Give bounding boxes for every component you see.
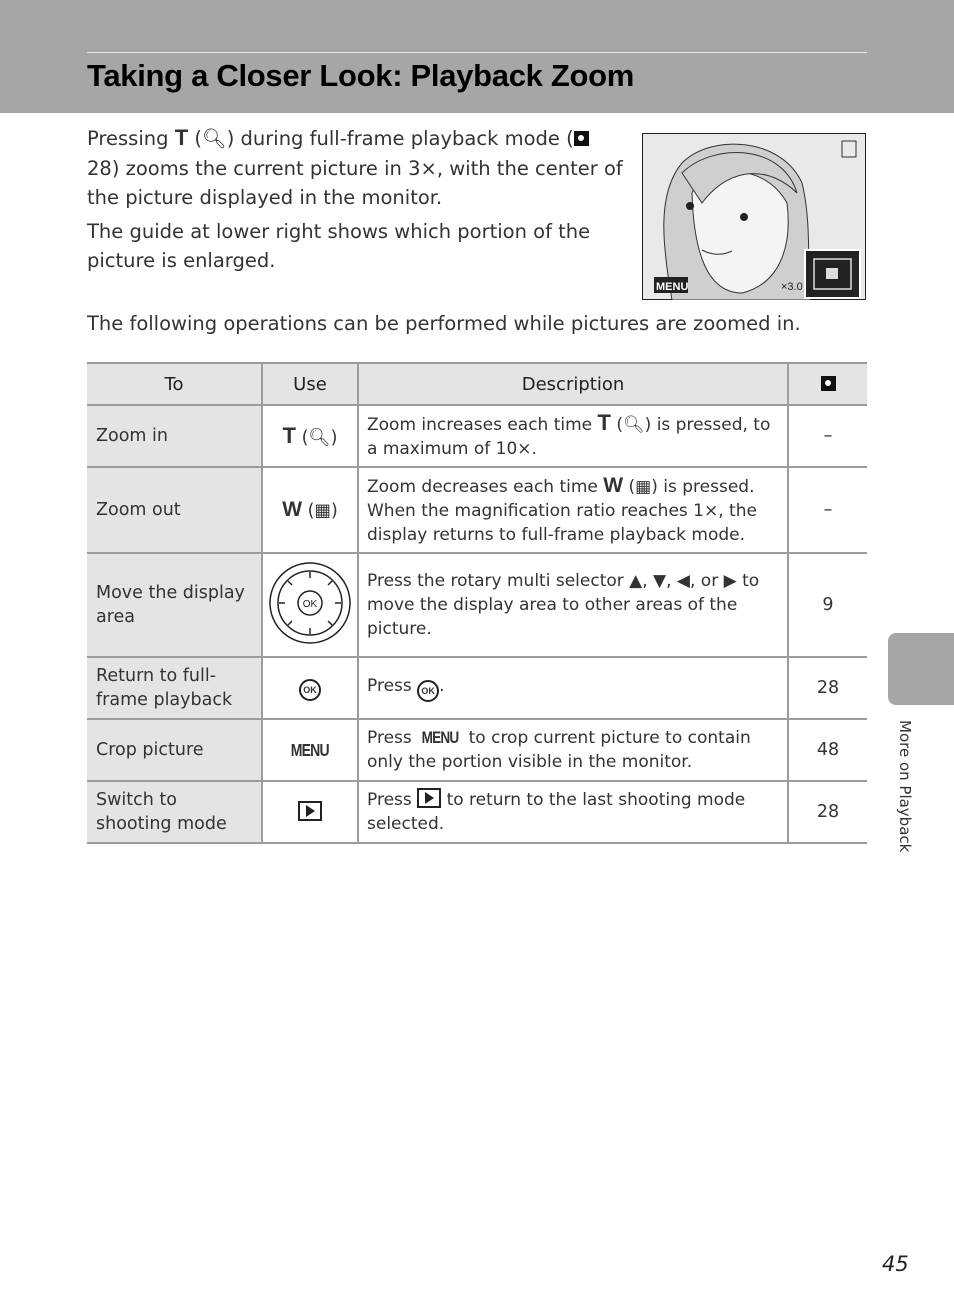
monitor-menu-label: MENU <box>656 281 689 293</box>
row-action: Zoom out <box>87 467 262 553</box>
row-action: Switch to shooting mode <box>87 781 262 843</box>
table-row <box>87 781 867 843</box>
row-description: Press to return to the last shooting mode selected. <box>358 781 788 843</box>
row-description: Press the rotary multi selector ▲, ▼, ◀, or ▶ to move the display area to other areas of the picture. <box>358 553 788 657</box>
column-header-description: Description <box>358 363 788 405</box>
operations-sentence: The following operations can be performed while pictures are zoomed in. <box>87 312 801 335</box>
thumbnail-icon: ▦ <box>314 501 331 521</box>
table-row <box>87 657 867 719</box>
playback-button-icon <box>417 788 441 808</box>
table-header-row <box>87 363 867 405</box>
page-number: 45 <box>882 1252 909 1276</box>
row-control: T (🔍︎) <box>262 405 358 467</box>
row-action: Zoom in <box>87 405 262 467</box>
row-action: Return to full-frame playback <box>87 657 262 719</box>
row-description: Press MENU to crop current picture to contain only the portion visible in the monitor. <box>358 719 788 781</box>
row-page-ref: 48 <box>788 719 867 781</box>
table-row <box>87 719 867 781</box>
page-title: Taking a Closer Look: Playback Zoom <box>87 58 635 93</box>
header-rule <box>87 52 867 53</box>
row-page-ref: 9 <box>788 553 867 657</box>
intro-paragraph-1: Pressing T (🔍︎) during full-frame playback mode ( 28) zooms the current picture in 3×, with the center of the picture displayed in the monitor. <box>87 125 623 209</box>
ok-button-icon: OK <box>299 679 321 701</box>
column-header-use: Use <box>262 363 358 405</box>
row-description: Zoom decreases each time W (▦) is pressed. When the magnification ratio reaches 1×, the display returns to full-frame playback mode. <box>358 467 788 553</box>
header-band <box>0 0 954 113</box>
row-page-ref: 28 <box>788 781 867 843</box>
row-description: Press OK . <box>358 657 788 719</box>
thumbnail-icon: ▦ <box>635 476 652 497</box>
column-header-reference <box>788 363 867 405</box>
table-row <box>87 467 867 553</box>
row-control <box>262 781 358 843</box>
zoom-in-icon: 🔍︎ <box>623 415 645 435</box>
playback-button-icon <box>298 801 322 821</box>
row-page-ref: – <box>788 467 867 553</box>
table-row <box>87 405 867 467</box>
row-action: Move the display area <box>87 553 262 657</box>
rotary-multi-selector-icon <box>268 561 352 645</box>
row-description: Zoom increases each time T (🔍︎) is pressed, to a maximum of 10×. <box>358 405 788 467</box>
w-button-glyph: W <box>603 473 624 497</box>
monitor-zoom-label: ×3.0 <box>781 281 803 293</box>
row-page-ref: 28 <box>788 657 867 719</box>
intro-text <box>87 123 627 280</box>
reference-icon <box>821 376 836 391</box>
row-control <box>262 553 358 657</box>
table-row <box>87 553 867 657</box>
intro-paragraph-2: The guide at lower right shows which portion of the picture is enlarged. <box>87 219 591 272</box>
t-button-glyph: T <box>597 410 611 435</box>
row-control <box>262 719 358 781</box>
section-tab-label: More on Playback <box>896 720 914 853</box>
row-control <box>262 657 358 719</box>
row-control: W (▦) <box>262 467 358 553</box>
reference-icon <box>574 131 589 146</box>
ok-button-icon: OK <box>417 680 439 702</box>
menu-button-glyph: MENU <box>290 739 330 760</box>
row-page-ref: – <box>788 405 867 467</box>
zoom-in-icon: 🔍︎ <box>308 428 331 448</box>
section-tab <box>888 633 954 705</box>
t-button-glyph: T <box>174 125 189 150</box>
column-header-to: To <box>87 363 262 405</box>
svg-text:OK: OK <box>302 598 318 610</box>
row-action: Crop picture <box>87 719 262 781</box>
zoom-in-icon: 🔍︎ <box>201 127 227 150</box>
operations-table <box>87 362 867 844</box>
menu-button-glyph: MENU <box>421 728 459 747</box>
monitor-illustration <box>642 133 866 300</box>
